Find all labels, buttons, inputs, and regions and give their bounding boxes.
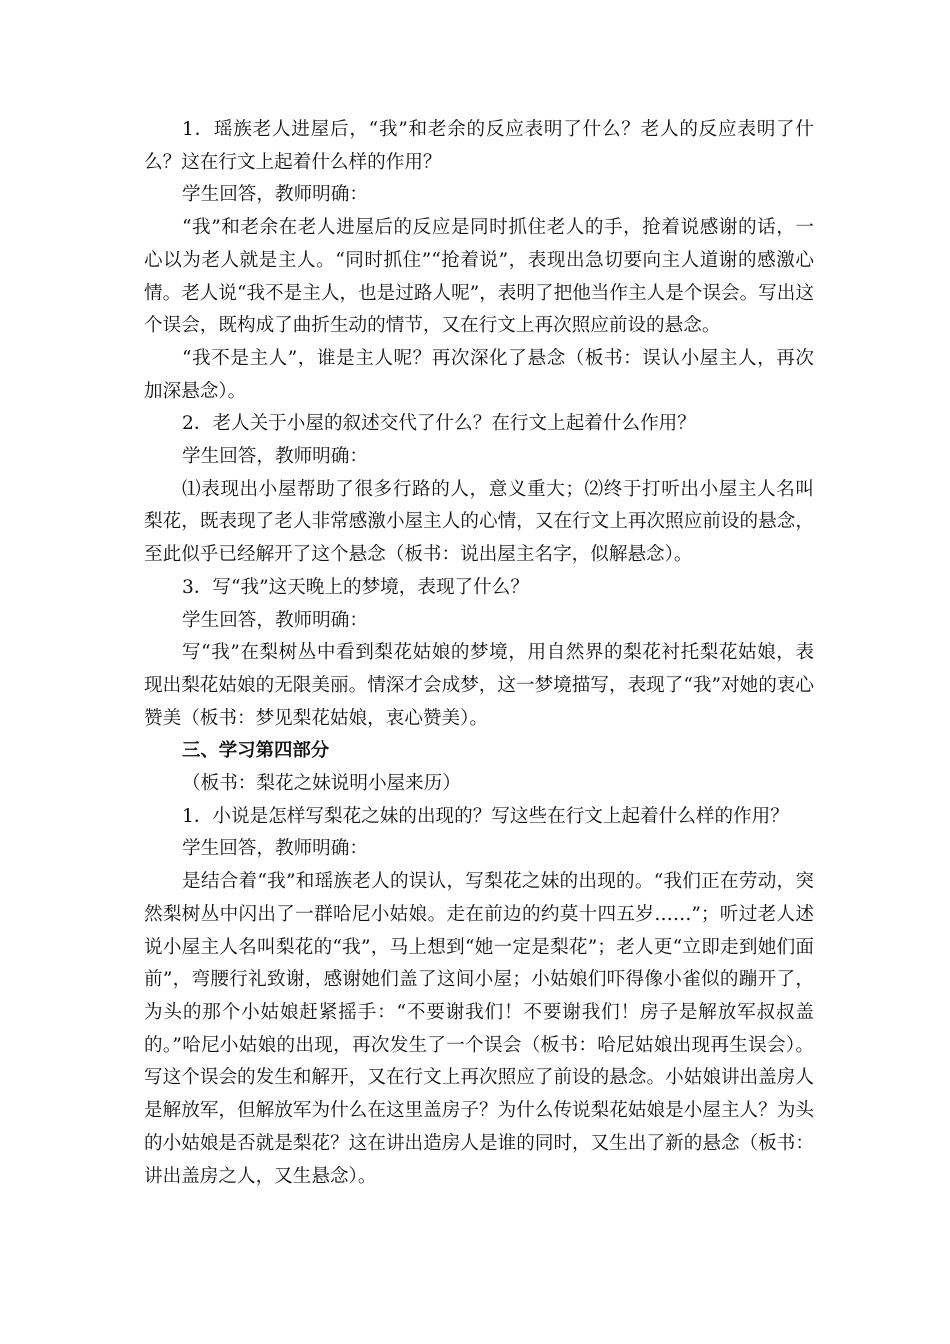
question-2: 2．老人关于小屋的叙述交代了什么？在行文上起着什么作用？ xyxy=(182,413,696,435)
answer-intro: 学生回答，教师明确： xyxy=(182,838,368,860)
answer-paragraph: 是结合着“我”和瑶族老人的误认，写梨花之妹的出现的。“我们正在劳动，突然梨树丛中闪出了一群哈尼小姑娘。走在前边的约莫十四五岁……”；听过老人述说小屋主人名叫梨花的“我”，马上想到“她一定是梨花”；老人更“立即走到她们面前”，弯腰行礼致谢，感谢她们盖了这间小屋；小姑娘们吓得像小雀似的蹦开了，为头的那个小姑娘赶紧摇手：“不要谢我们！不要谢我们！房子是解放军叔叔盖的。”哈尼小姑娘的出现，再次发生了一个误会（板书：哈尼姑娘出现再生误会）。写这个误会的发生和解开，又在行文上再次照应了前设的悬念。小姑娘讲出盖房人是解放军，但解放军为什么在这里盖房子？为什么传说梨花姑娘是小屋主人？为头的小姑娘是否就是梨花？这在讲出造房人是谁的同时，又生出了新的悬念（板书：讲出盖房之人，又生悬念）。 xyxy=(144,871,814,1187)
answer-paragraph: “我不是主人”，谁是主人呢？再次深化了悬念（板书：误认小屋主人，再次加深悬念）。 xyxy=(144,347,814,402)
answer-intro: 学生回答，教师明确： xyxy=(182,184,368,206)
answer-paragraph: 写“我”在梨树丛中看到梨花姑娘的梦境，用自然界的梨花衬托梨花姑娘，表现出梨花姑娘的无限美丽。情深才会成梦，这一梦境描写，表现了“我”对她的衷心赞美（板书：梦见梨花姑娘，衷心赞美）。 xyxy=(144,642,814,729)
answer-intro: 学生回答，教师明确： xyxy=(182,609,368,631)
board-note: （板书：梨花之妹说明小屋来历） xyxy=(182,773,461,795)
answer-intro: 学生回答，教师明确： xyxy=(182,446,368,468)
section-heading: 三、学习第四部分 xyxy=(182,740,330,762)
question-1: 1．瑶族老人进屋后，“我”和老余的反应表明了什么？老人的反应表明了什么？这在行文上起着什么样的作用？ xyxy=(144,119,814,173)
document-body xyxy=(144,114,814,1193)
answer-paragraph: “我”和老余在老人进屋后的反应是同时抓住老人的手，抢着说感谢的话，一心以为老人就是主人。“同时抓住”“抢着说”，表现出急切要向主人道谢的感激心情。老人说“我不是主人，也是过路人呢”，表明了把他当作主人是个误会。写出这个误会，既构成了曲折生动的情节，又在行文上再次照应前设的悬念。 xyxy=(144,217,814,337)
answer-paragraph: ⑴表现出小屋帮助了很多行路的人，意义重大；⑵终于打听出小屋主人名叫梨花，既表现了老人非常感激小屋主人的心情，又在行文上再次照应前设的悬念，至此似乎已经解开了这个悬念（板书：说出屋主名字，似解悬念）。 xyxy=(144,478,814,566)
question-3: 3．写“我”这天晚上的梦境，表现了什么？ xyxy=(182,576,529,598)
question-1: 1．小说是怎样写梨花之妹的出现的？写这些在行文上起着什么样的作用？ xyxy=(182,805,789,827)
